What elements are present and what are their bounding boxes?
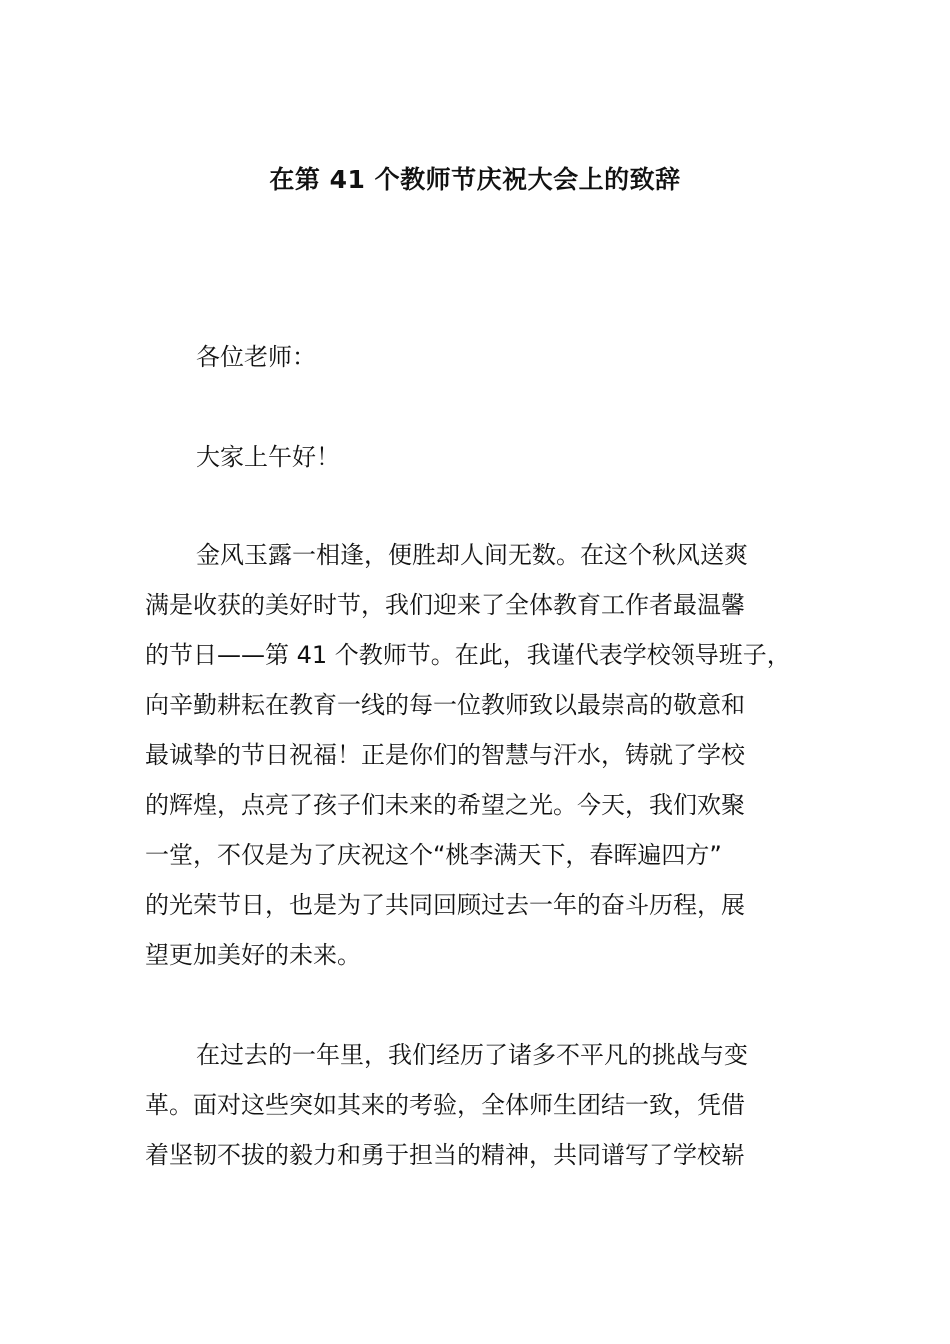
paragraph-line: 的辉煌，点亮了孩子们未来的希望之光。今天，我们欢聚 [145, 791, 745, 819]
paragraph-line: 着坚韧不拔的毅力和勇于担当的精神，共同谱写了学校崭 [145, 1141, 745, 1169]
paragraph-line: 革。面对这些突如其来的考验，全体师生团结一致，凭借 [145, 1091, 745, 1119]
paragraph-line: 望更加美好的未来。 [145, 941, 361, 969]
salutation [145, 332, 820, 382]
paragraph-line: 的节日——第 41 个教师节。在此，我谨代表学校领导班子， [145, 641, 791, 669]
paragraph-line: 向辛勤耕耘在教育一线的每一位教师致以最崇高的敬意和 [145, 691, 745, 719]
paragraph-line: 金风玉露一相逢，便胜却人间无数。在这个秋风送爽 [196, 541, 748, 569]
greeting [145, 432, 820, 482]
paragraph-line: 的光荣节日，也是为了共同回顾过去一年的奋斗历程，展 [145, 891, 745, 919]
paragraph-1 [145, 530, 820, 980]
document-title: 在第 41 个教师节庆祝大会上的致辞 [269, 165, 681, 194]
salutation-text: 各位老师： [196, 343, 316, 371]
greeting-text: 大家上午好！ [196, 443, 340, 471]
paragraph-line: 一堂，不仅是为了庆祝这个“桃李满天下，春晖遍四方” [145, 841, 722, 869]
paragraph-line: 满是收获的美好时节，我们迎来了全体教育工作者最温馨 [145, 591, 745, 619]
paragraph-line: 在过去的一年里，我们经历了诸多不平凡的挑战与变 [196, 1041, 748, 1069]
paragraph-line: 最诚挚的节日祝福！正是你们的智慧与汗水，铸就了学校 [145, 741, 745, 769]
paragraph-2 [145, 1030, 820, 1180]
